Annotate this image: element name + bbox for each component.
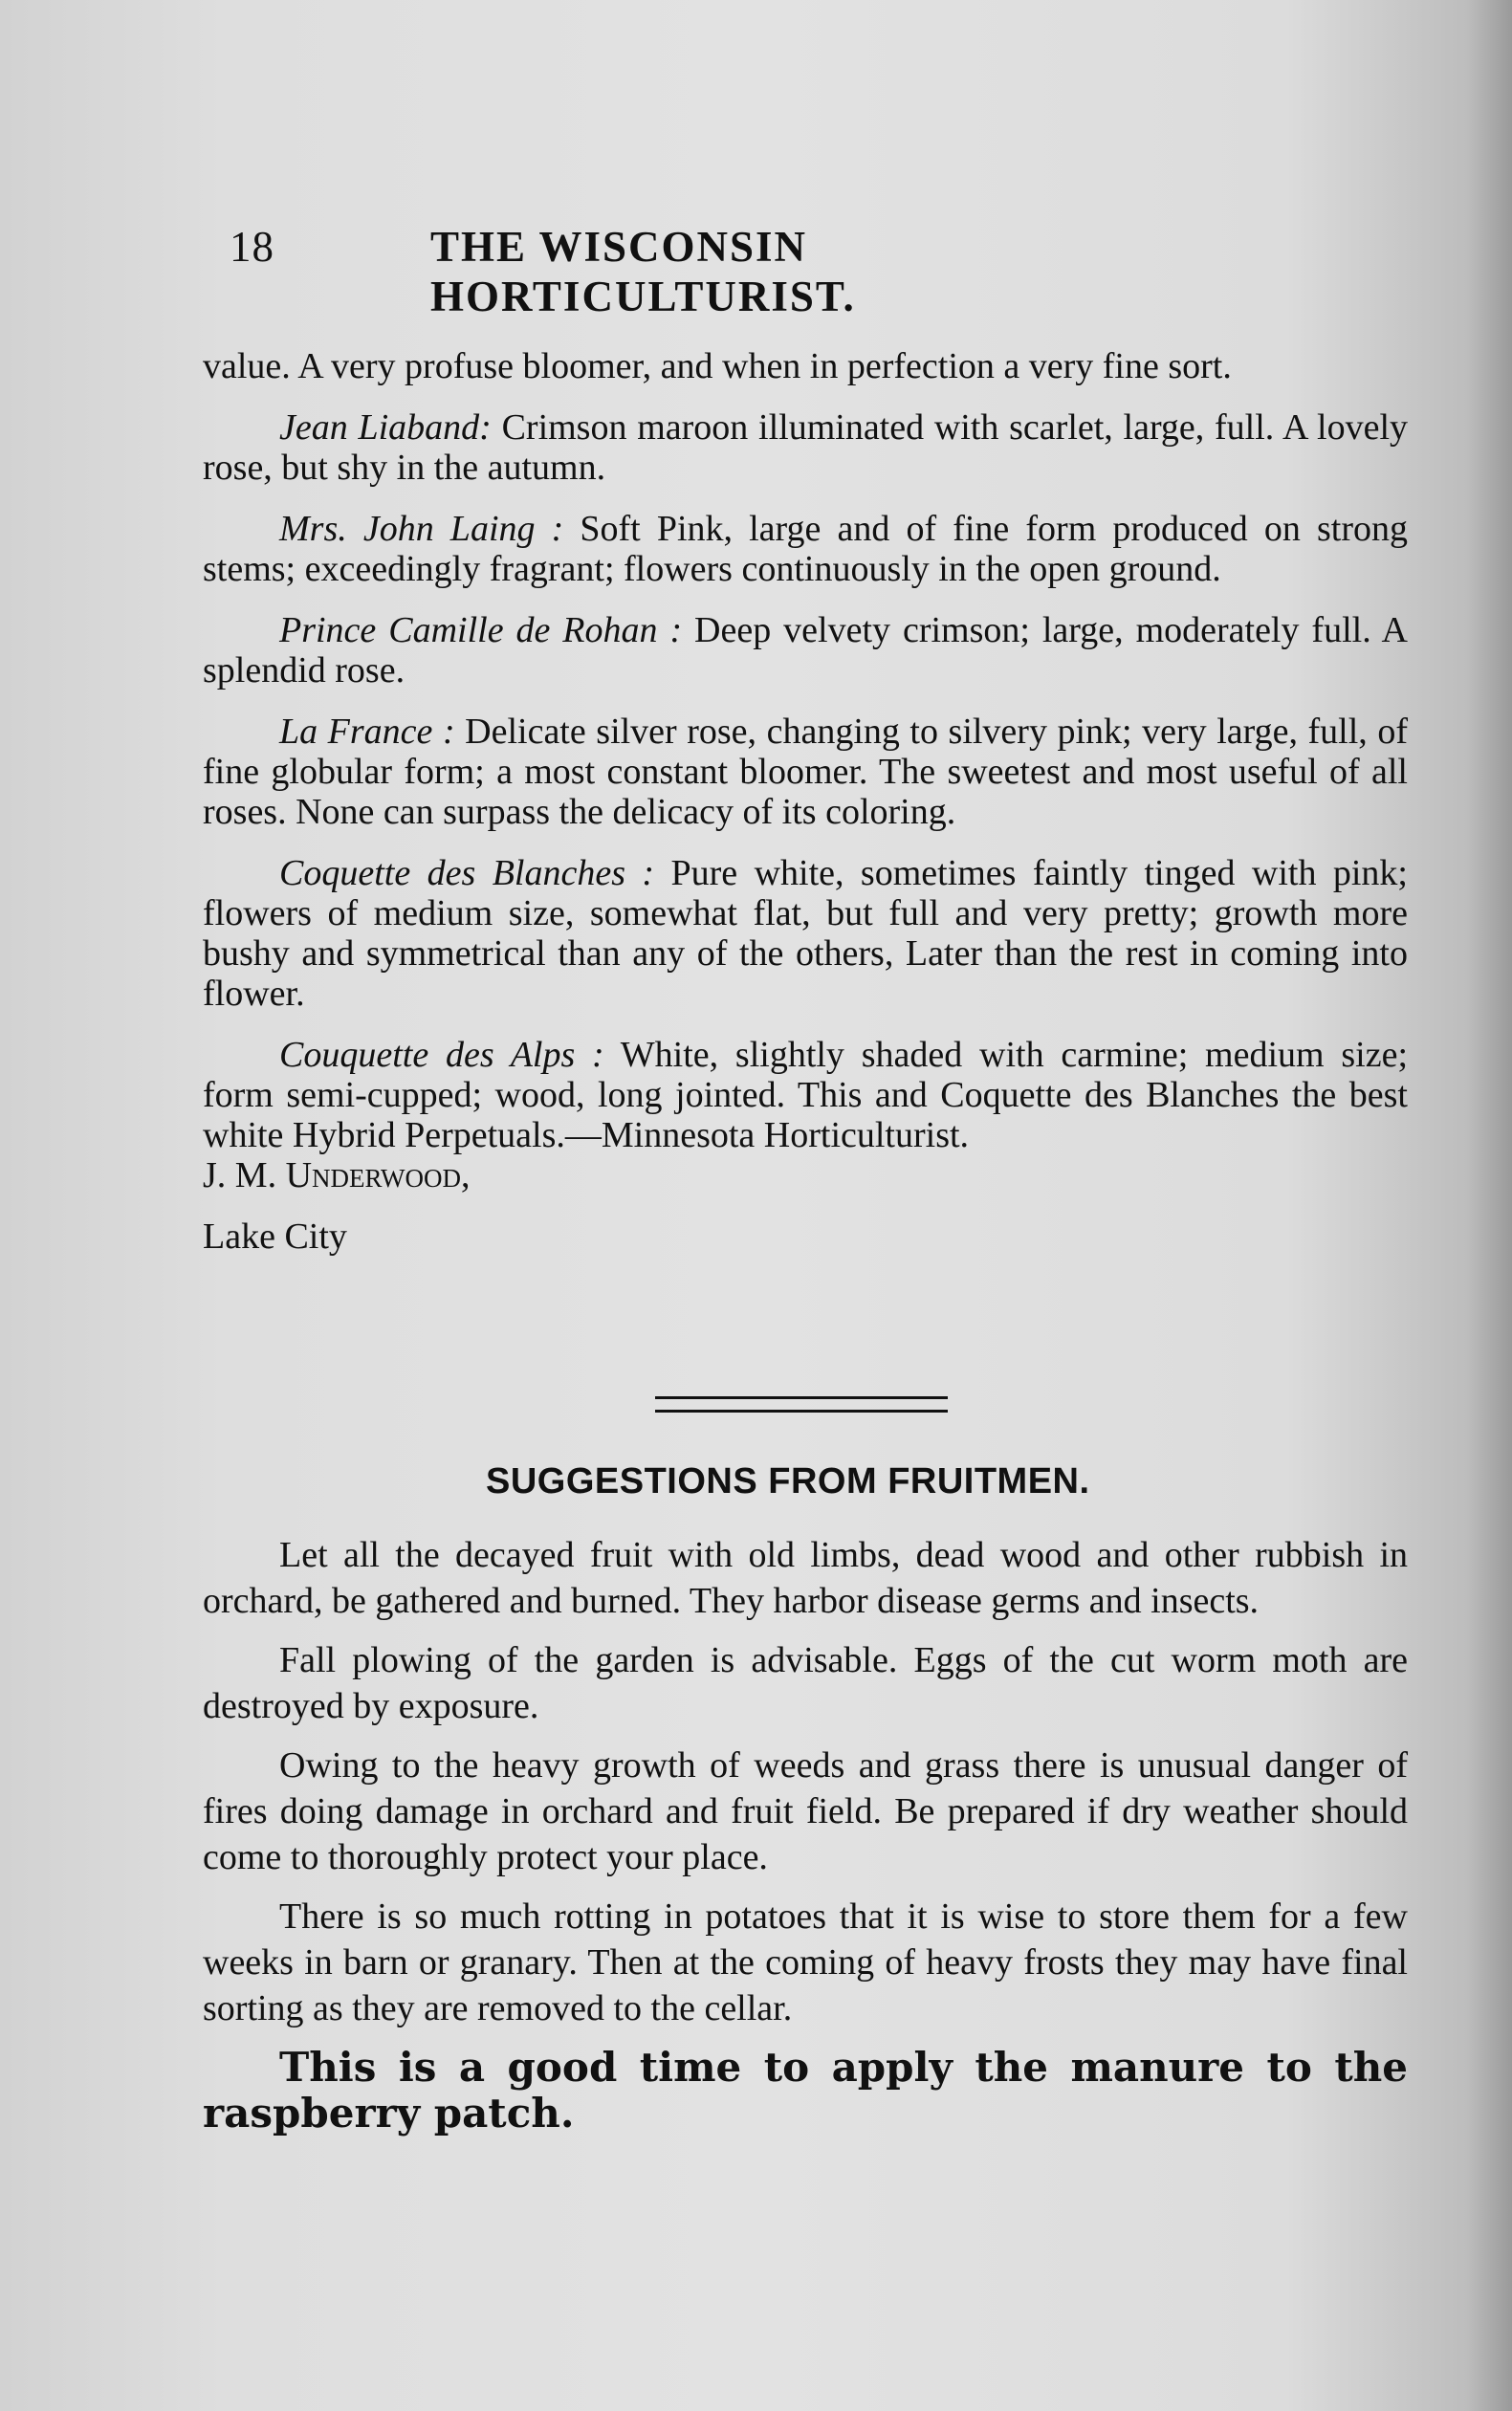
author-surname: Underwood,	[285, 1155, 471, 1195]
author-initials: J. M.	[203, 1155, 286, 1195]
intro-paragraph: value. A very profuse bloomer, and when in perfection a very fine sort.	[203, 346, 1232, 386]
author-place: Lake City	[203, 1216, 347, 1257]
rose-description: Delicate silver rose, changing to silvery pink; very large, full, of fine globular form; a most constant bloomer. The sweetest and most useful of all roses. None can surpass the delicacy of its coloring.	[203, 712, 1408, 832]
rose-entry	[203, 407, 1408, 488]
page-number: 18	[230, 223, 274, 271]
rose-description: Crimson maroon illuminated with scarlet, large, full. A lovely rose, but shy in the autumn.	[203, 407, 1409, 488]
rose-description: Deep velvety crimson; large, moderately full. A splendid rose.	[203, 610, 1408, 690]
section-paragraph: Fall plowing of the garden is advisable. Eggs of the cut worm moth are destroyed by exposure.	[203, 1640, 1408, 1726]
section-paragraph: Owing to the heavy growth of weeds and grass there is unusual danger of fires doing damage in orchard and fruit field. Be prepared if dry weather should come to thoroughly protect your place.	[203, 1745, 1408, 1877]
rose-name: Mrs. John Laing :	[279, 509, 564, 549]
section-divider-top	[655, 1396, 948, 1399]
section-heading: SUGGESTIONS FROM FRUITMEN.	[486, 1461, 1090, 1501]
rose-entry	[203, 853, 1408, 1014]
author-signature	[203, 1155, 1408, 1195]
section-paragraph: Let all the decayed fruit with old limbs, dead wood and other rubbish in orchard, be gathered and burned. They harbor disease germs and insects.	[203, 1535, 1408, 1621]
section-divider-bottom	[655, 1410, 948, 1413]
rose-entry	[203, 1035, 1408, 1155]
rose-entry	[203, 509, 1408, 589]
journal-title: THE WISCONSIN HORTICULTURIST.	[430, 223, 856, 320]
rose-name: Coquette des Blanches :	[279, 853, 655, 893]
rose-descriptions	[203, 346, 1408, 1278]
rose-description: Pure white, sometimes faintly tinged with pink; flowers of medium size, somewhat flat, but full and very pretty; growth more bushy and symmetrical than any of the others, Later than the rest in coming into flower.	[203, 853, 1408, 1014]
rose-name: Couquette des Alps :	[279, 1035, 604, 1075]
rose-description: Soft Pink, large and of fine form produced on strong stems; exceedingly fragrant; flowers continuously in the open ground.	[203, 509, 1408, 589]
rose-name: La France :	[279, 712, 455, 752]
rose-entry	[203, 712, 1408, 832]
rose-name: Jean Liaband:	[279, 407, 492, 448]
rose-description: White, slightly shaded with carmine; medium size; form semi-cupped; wood, long jointed. This and Coquette des Blanches the best white Hybrid Perpetuals.—Minnesota Horticulturist.	[203, 1035, 1408, 1155]
section-last-line: This is a good time to apply the manure to the raspberry patch.	[203, 2044, 1408, 2137]
section-paragraph: There is so much rotting in potatoes that it is wise to store them for a few weeks in barn or granary. Then at the coming of heavy frosts they may have final sorting as they are removed to the cellar.	[203, 1896, 1408, 2028]
rose-entry	[203, 610, 1408, 690]
section-body	[203, 1532, 1408, 2150]
rose-name: Prince Camille de Rohan :	[279, 610, 683, 650]
